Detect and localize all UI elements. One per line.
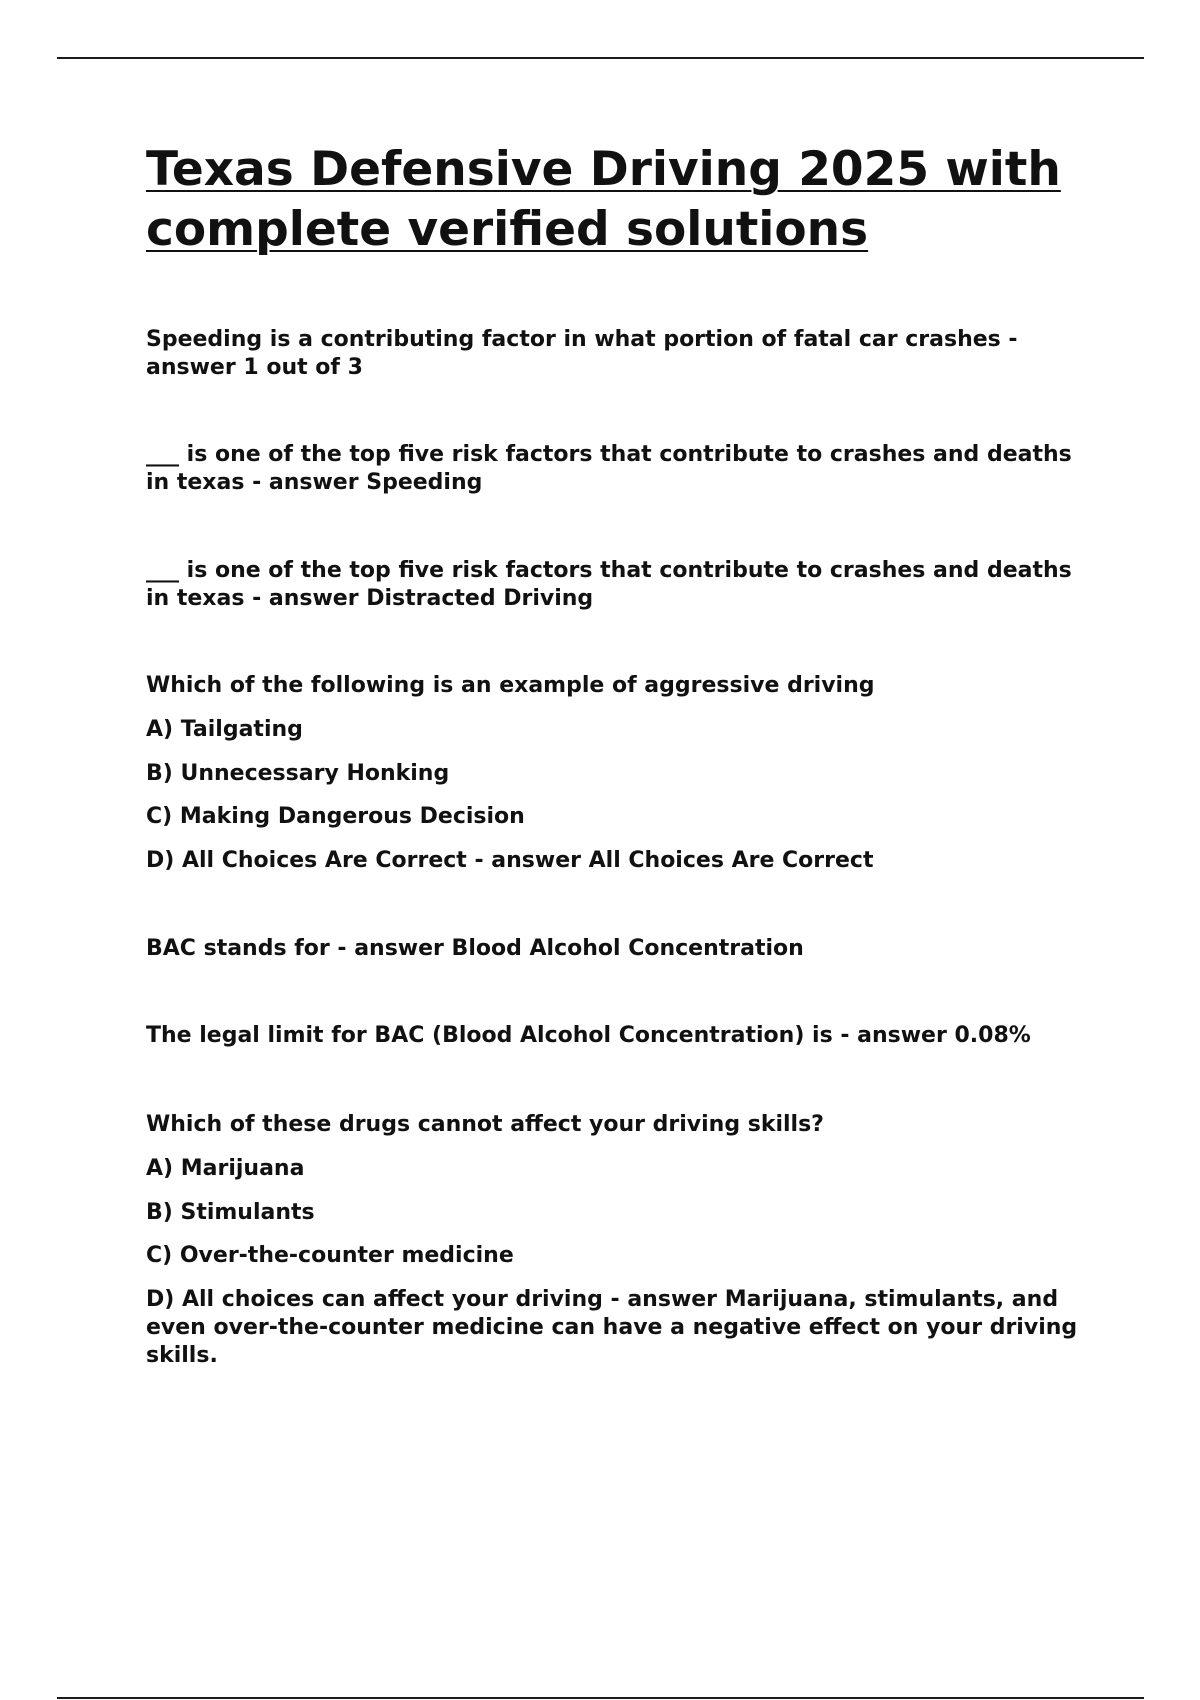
title-line-2: complete verified solutions [146,202,869,257]
title-line-1: Texas Defensive Driving 2025 with [146,142,1061,197]
qa-option-answer: D) All Choices Are Correct - answer All Choices Are Correct [146,848,874,873]
qa-option: A) Marijuana [146,1156,305,1181]
qa-item-legal-limit: The legal limit for BAC (Blood Alcohol Concentration) is - answer 0.08% [146,1023,1031,1048]
qa-option: A) Tailgating [146,717,303,742]
qa-text-line: in texas - answer Speeding [146,470,483,495]
bottom-divider [57,1697,1144,1699]
qa-text-line: ___ is one of the top five risk factors that contribute to crashes and deaths [146,442,1072,467]
qa-text-line: ___ is one of the top five risk factors that contribute to crashes and deaths [146,558,1072,583]
qa-option: C) Making Dangerous Decision [146,804,525,829]
qa-question-drugs: Which of these drugs cannot affect your driving skills? [146,1112,824,1137]
qa-item-risk-factor-distracted [146,557,1072,613]
qa-item-speeding-portion [146,326,1018,382]
top-divider [57,57,1144,59]
document-body [146,140,1106,1368]
qa-option: C) Over-the-counter medicine [146,1243,514,1268]
qa-item-risk-factor-speeding [146,441,1072,497]
document-title [146,140,1106,260]
qa-item-bac-stands-for: BAC stands for - answer Blood Alcohol Concentration [146,936,804,961]
qa-text-line: Speeding is a contributing factor in what portion of fatal car crashes - [146,327,1018,352]
qa-text-line: D) All choices can affect your driving - answer Marijuana, stimulants, and [146,1287,1059,1312]
qa-text-line: in texas - answer Distracted Driving [146,586,594,611]
qa-option-answer [146,1286,1077,1370]
qa-question-aggressive-driving: Which of the following is an example of aggressive driving [146,673,875,698]
qa-option: B) Unnecessary Honking [146,761,450,786]
qa-text-line: even over-the-counter medicine can have a negative effect on your driving [146,1315,1078,1340]
qa-text-line: skills. [146,1343,218,1368]
qa-text-line: answer 1 out of 3 [146,355,363,380]
qa-option: B) Stimulants [146,1200,315,1225]
